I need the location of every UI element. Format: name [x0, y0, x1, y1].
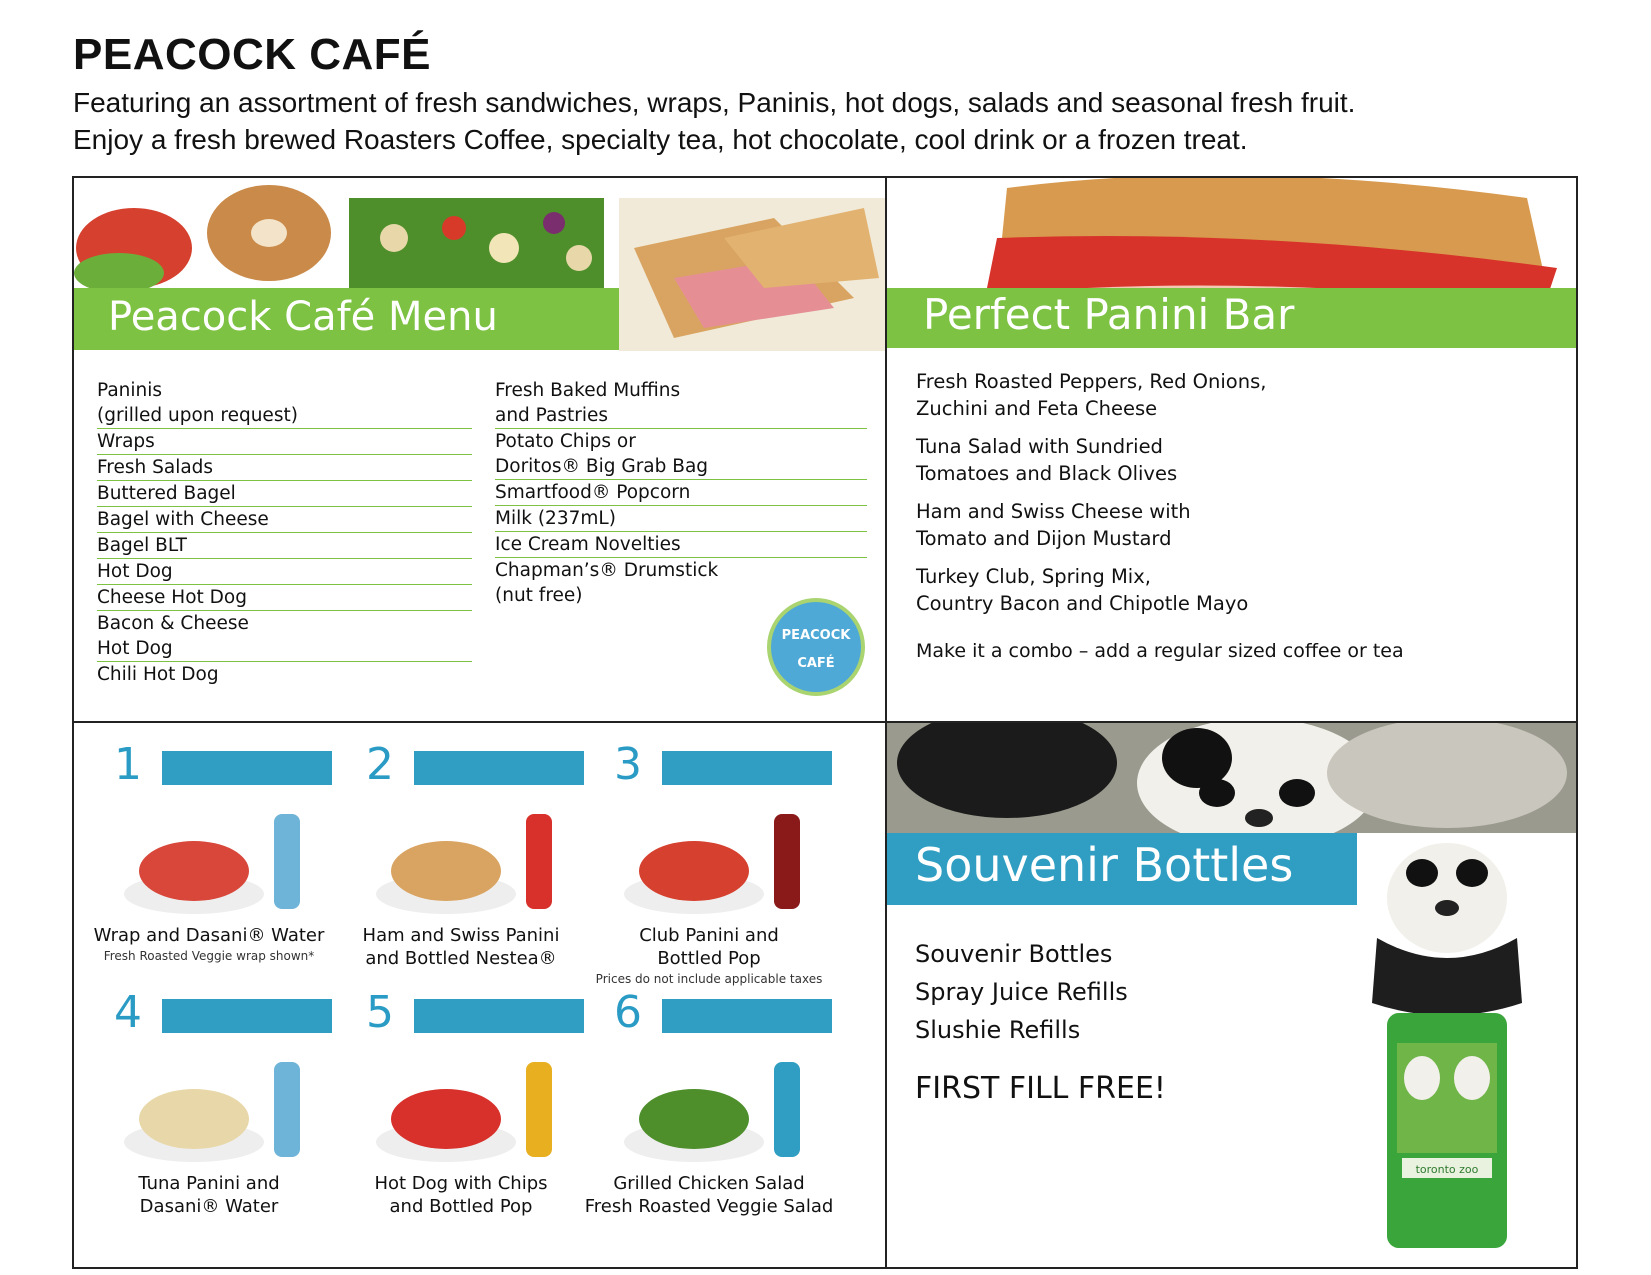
logo-text-top: PEACOCK	[781, 628, 851, 643]
combo-number-bar	[662, 751, 832, 785]
combo-footnote: Prices do not include applicable taxes	[595, 972, 823, 986]
combo-5	[336, 979, 586, 1224]
menu-item	[495, 378, 867, 429]
panini-item-text: Tuna Salad with Sundried	[916, 435, 1163, 458]
panini-bar-panel	[885, 176, 1578, 723]
menu-banner-title: Peacock Café Menu	[108, 294, 498, 340]
menu-item	[97, 507, 472, 533]
combo-label-line: Grilled Chicken Salad	[613, 1173, 805, 1194]
bottle-label: toronto zoo	[1415, 1163, 1479, 1176]
combo-number: 5	[366, 987, 394, 1038]
panda-photo	[887, 723, 1576, 833]
menu-item-text: Smartfood® Popcorn	[495, 482, 691, 503]
combo-number-bar	[162, 999, 332, 1033]
combo-label	[584, 1172, 834, 1218]
menu-item-text: Potato Chips or	[495, 431, 636, 452]
combo-photo	[114, 809, 314, 919]
combo-label-line: and Bottled Pop	[389, 1196, 533, 1217]
menu-item-text: Fresh Baked Muffins	[495, 380, 681, 401]
menu-item	[495, 480, 867, 506]
menu-item	[97, 559, 472, 585]
combo-label-line: Wrap and Dasani® Water	[93, 925, 325, 946]
menu-item	[97, 611, 472, 662]
menu-item-text: Bacon & Cheese	[97, 613, 249, 634]
combo-number-bar	[662, 999, 832, 1033]
menu-column-1	[97, 378, 472, 687]
menu-item	[97, 455, 472, 481]
combo-photo	[614, 1057, 814, 1167]
panini-item-text: Turkey Club, Spring Mix,	[916, 565, 1151, 588]
combo-number-bar	[162, 751, 332, 785]
combo-footnote: Fresh Roasted Veggie wrap shown*	[103, 949, 315, 963]
menu-item	[97, 429, 472, 455]
combo-number: 1	[114, 739, 142, 790]
souvenir-panel	[885, 721, 1578, 1269]
combo-label-line: Hot Dog with Chips	[374, 1173, 548, 1194]
cafe-menu-panel	[72, 176, 887, 723]
menu-item	[495, 506, 867, 532]
menu-item-text: Wraps	[97, 431, 155, 452]
menu-item-text: (nut free)	[495, 585, 583, 606]
menu-item-text: Paninis	[97, 380, 163, 401]
menu-item	[495, 532, 867, 558]
souvenir-item: Spray Juice Refills	[915, 978, 1128, 1006]
peacock-cafe-logo	[767, 598, 865, 696]
combo-number: 2	[366, 739, 394, 790]
menu-item	[97, 378, 472, 429]
combo-note: Make it a combo – add a regular sized coffee or tea	[916, 640, 1404, 662]
menu-item-text: Buttered Bagel	[97, 483, 236, 504]
menu-item	[97, 585, 472, 611]
panini-item-text: Tomatoes and Black Olives	[916, 462, 1178, 485]
combo-2	[336, 731, 586, 976]
combo-photo	[114, 1057, 314, 1167]
combo-label-line: Fresh Roasted Veggie Salad	[584, 1196, 834, 1217]
page-title: PEACOCK CAFÉ	[73, 30, 432, 79]
combo-1	[84, 731, 334, 976]
combo-label-line: and Bottled Nestea®	[365, 948, 557, 969]
panini-banner-title: Perfect Panini Bar	[923, 290, 1295, 339]
souvenir-bottle-image	[1352, 828, 1542, 1268]
combo-4	[84, 979, 334, 1224]
souvenir-banner-title: Souvenir Bottles	[915, 838, 1294, 892]
panini-item	[916, 433, 1476, 487]
combo-photo	[366, 1057, 566, 1167]
combo-number: 3	[614, 739, 642, 790]
combo-number-bar	[414, 999, 584, 1033]
panini-item-text: Ham and Swiss Cheese with	[916, 500, 1191, 523]
combo-panel	[72, 721, 887, 1269]
combo-label-line: Ham and Swiss Panini	[362, 925, 560, 946]
menu-item	[97, 481, 472, 507]
panini-item	[916, 368, 1476, 422]
combo-label	[336, 1172, 586, 1218]
panini-item	[916, 498, 1476, 552]
menu-item-text: Doritos® Big Grab Bag	[495, 456, 709, 477]
menu-item-text: Milk (237mL)	[495, 508, 616, 529]
combo-photo	[366, 809, 566, 919]
souvenir-item: Slushie Refills	[915, 1016, 1081, 1044]
combo-label-line: Dasani® Water	[139, 1196, 279, 1217]
combo-number: 6	[614, 987, 642, 1038]
combo-label	[84, 1172, 334, 1218]
menu-item	[97, 533, 472, 559]
panini-item-text: Tomato and Dijon Mustard	[916, 527, 1172, 550]
menu-item-text: and Pastries	[495, 405, 609, 426]
menu-item-text: Bagel BLT	[97, 535, 187, 556]
combo-number: 4	[114, 987, 142, 1038]
combo-label	[336, 924, 586, 970]
menu-item-text: Hot Dog	[97, 638, 173, 659]
souvenir-item: Souvenir Bottles	[915, 940, 1113, 968]
panini-item-text: Zuchini and Feta Cheese	[916, 397, 1158, 420]
combo-label-line: Tuna Panini and	[138, 1173, 280, 1194]
menu-item	[495, 429, 867, 480]
menu-item-text: Fresh Salads	[97, 457, 214, 478]
menu-item-text: Bagel with Cheese	[97, 509, 269, 530]
combo-label-line: Bottled Pop	[657, 948, 761, 969]
logo-text-bottom: CAFÉ	[797, 656, 835, 671]
combo-label-line: Club Panini and	[639, 925, 779, 946]
first-fill-free: FIRST FILL FREE!	[915, 1071, 1166, 1106]
combo-3	[584, 731, 834, 986]
panini-item-text: Fresh Roasted Peppers, Red Onions,	[916, 370, 1267, 393]
intro-line-1: Featuring an assortment of fresh sandwiches, wraps, Paninis, hot dogs, salads and seasonal fresh fruit.	[73, 87, 1356, 118]
panini-item-text: Country Bacon and Chipotle Mayo	[916, 592, 1249, 615]
combo-6	[584, 979, 834, 1224]
menu-item-text: Chapman’s® Drumstick	[495, 560, 719, 581]
menu-item-text: Chili Hot Dog	[97, 664, 219, 685]
menu-item-text: Ice Cream Novelties	[495, 534, 681, 555]
combo-number-bar	[414, 751, 584, 785]
combo-label	[84, 924, 334, 947]
menu-item-text: Hot Dog	[97, 561, 173, 582]
menu-column-2	[495, 378, 867, 608]
menu-item	[97, 662, 472, 687]
combo-photo	[614, 809, 814, 919]
panini-item	[916, 563, 1476, 617]
intro-line-2: Enjoy a fresh brewed Roasters Coffee, specialty tea, hot chocolate, cool drink or a frozen treat.	[73, 124, 1248, 155]
menu-item-text: Cheese Hot Dog	[97, 587, 247, 608]
menu-item-text: (grilled upon request)	[97, 405, 298, 426]
combo-label	[584, 924, 834, 970]
souvenir-list	[915, 935, 1128, 1049]
panini-list	[916, 368, 1476, 628]
